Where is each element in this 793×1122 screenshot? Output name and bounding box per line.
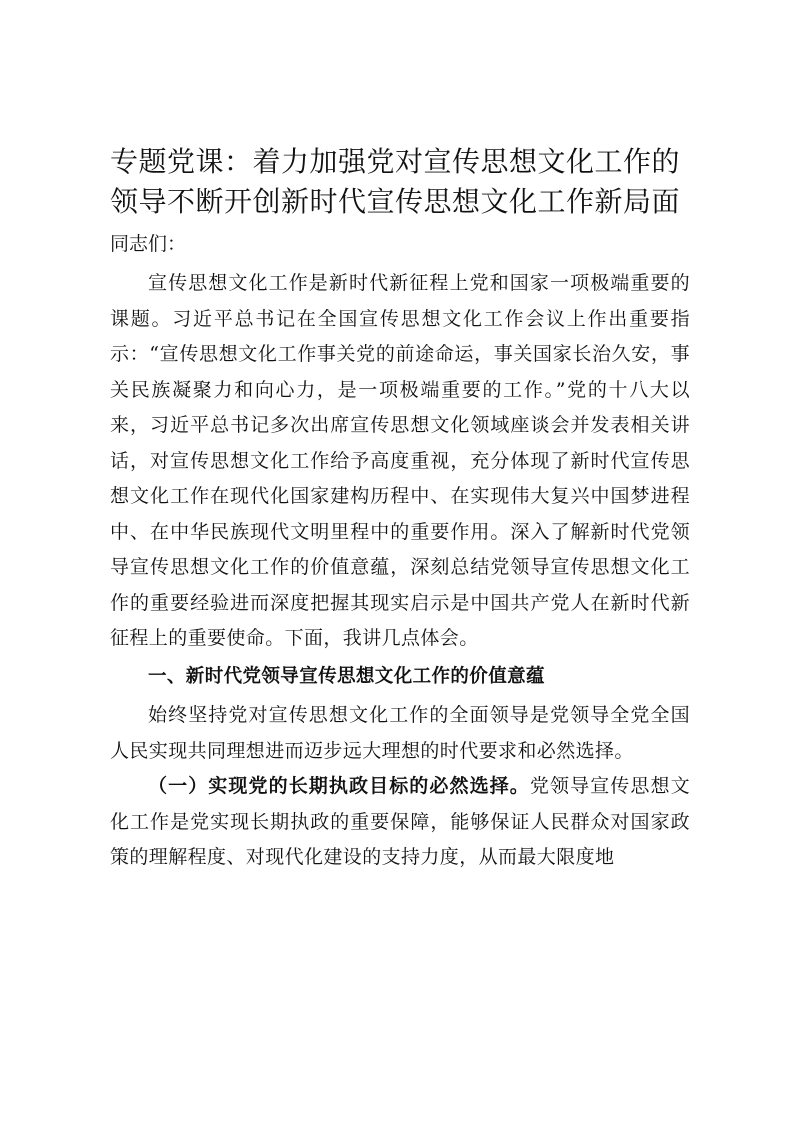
intro-paragraph: 宣传思想文化工作是新时代新征程上党和国家一项极端重要的课题。习近平总书记在全国宣传思想文化工作会议上作出重要指示：“宣传思想文化工作事关党的前途命运，事关国家长治久安，事关民族凝聚力和向心力，是一项极端重要的工作。”党的十八大以来，习近平总书记多次出席宣传思想文化领域座谈会并发表相关讲话，对宣传思想文化工作给予高度重视，充分体现了新时代宣传思想文化工作在现代化国家建构历程中、在实现伟大复兴中国梦进程中、在中华民族现代文明里程中的重要作用。深入了解新时代党领导宣传思想文化工作的价值意蕴，深刻总结党领导宣传思想文化工作的重要经验进而深度把握其现实启示是中国共产党人在新时代新征程上的重要使命。下面，我讲几点体会。 <box>110 272 690 649</box>
section-heading-1: 一、新时代党领导宣传思想文化工作的价值意蕴 <box>148 665 545 687</box>
title-line-1: 专题党课：着力加强党对宣传思想文化工作的 <box>110 145 681 178</box>
subsection-1-text: 党领导宣传思想文化工作是党实现长期执政的重要保障，能够保证人民群众对国家政策的理解程度、对现代化建设的支持力度，从而最大限度地 <box>110 775 691 868</box>
title-line-2: 领导不断开创新时代宣传思想文化工作新局面 <box>110 185 681 218</box>
document-body <box>110 266 690 876</box>
section-1-intro-paragraph: 始终坚持党对宣传思想文化工作的全面领导是党领导全党全国人民实现共同理想进而迈步远大理想的时代要求和必然选择。 <box>110 704 690 762</box>
document-title <box>110 142 710 222</box>
salutation: 同志们： <box>110 233 187 255</box>
subsection-1-lead: （一）实现党的长期执政目标的必然选择。 <box>148 775 530 797</box>
subsection-1-paragraph <box>110 769 690 876</box>
